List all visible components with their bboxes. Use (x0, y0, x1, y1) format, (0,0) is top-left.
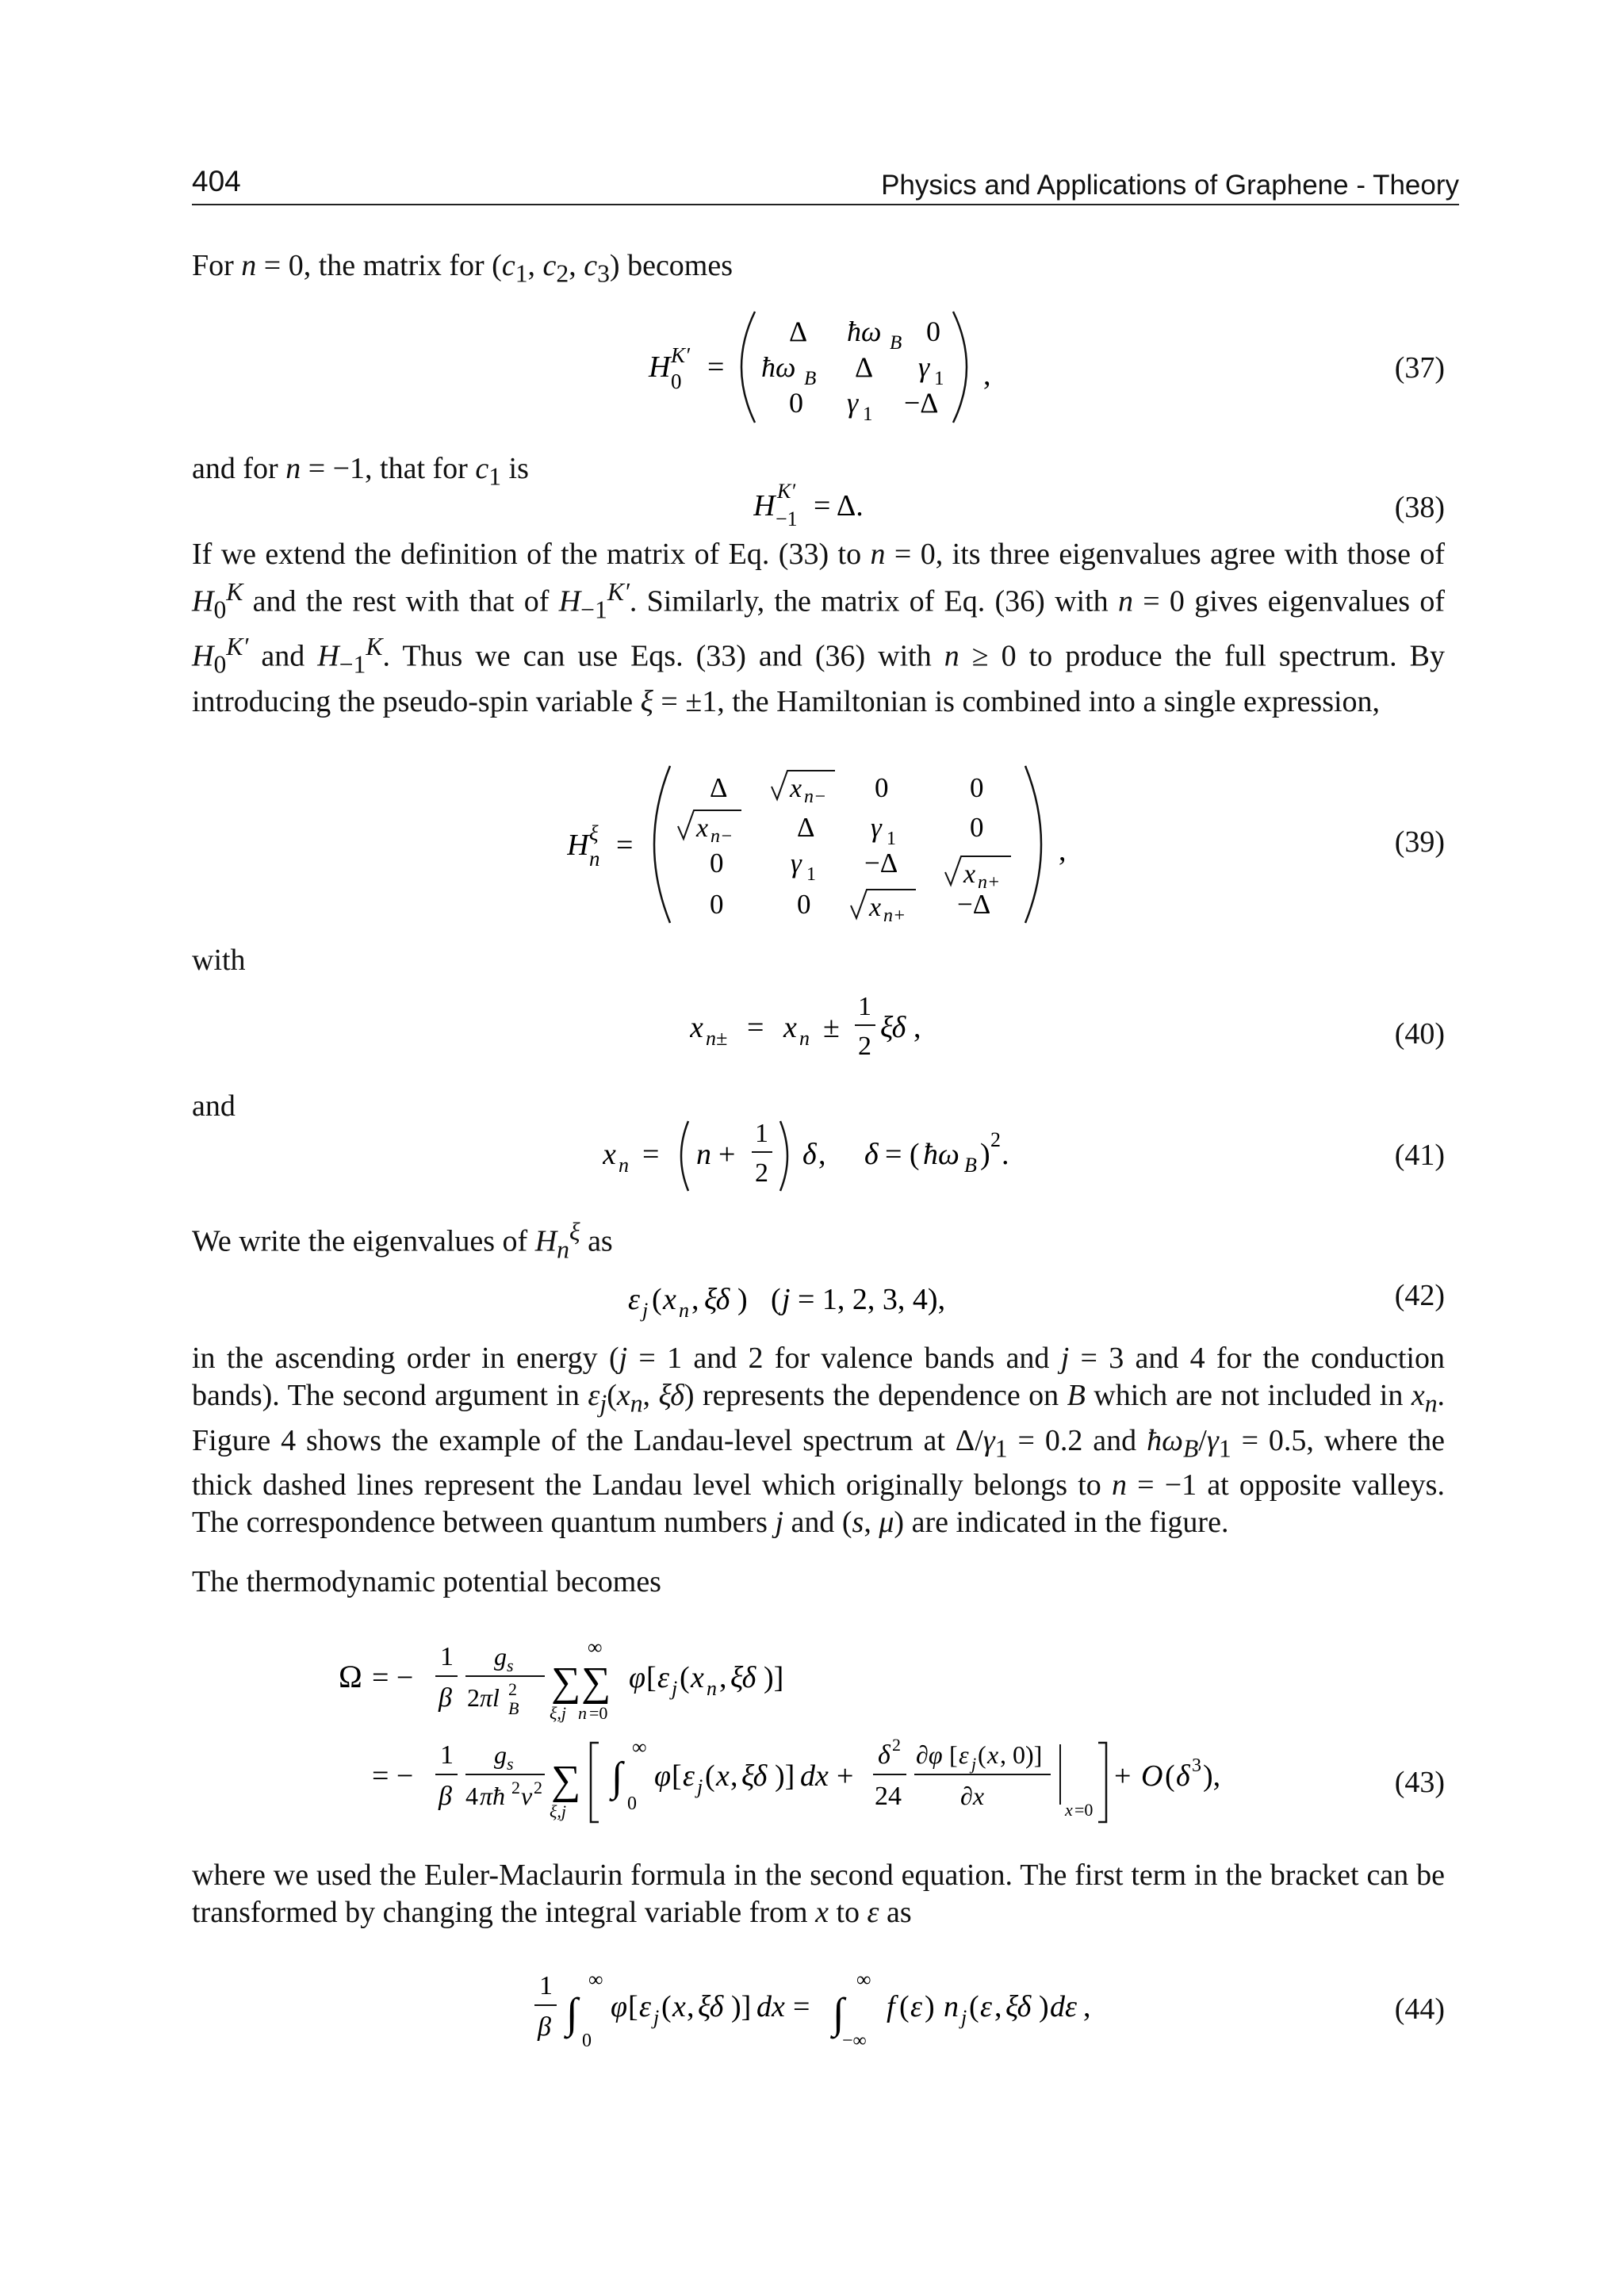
svg-text:(: ( (1165, 1759, 1175, 1793)
svg-text:∞: ∞ (588, 1636, 603, 1659)
svg-text:= (: = ( (885, 1138, 920, 1171)
svg-text:n: n (589, 847, 600, 871)
equation-number-41: (41) (1394, 1139, 1445, 1172)
svg-text:ξδ: ξδ (730, 1661, 756, 1694)
svg-text:1: 1 (440, 1740, 454, 1770)
equation-number-37: (37) (1394, 351, 1445, 385)
svg-text:s: s (507, 1656, 514, 1675)
svg-text:0: 0 (789, 387, 803, 419)
svg-text:n: n (707, 1677, 717, 1700)
svg-text:±: ± (823, 1011, 840, 1044)
svg-text:−Δ: −Δ (957, 889, 991, 920)
header-rule (192, 204, 1459, 205)
svg-text:n+: n+ (883, 905, 906, 926)
svg-text:1: 1 (440, 1642, 454, 1671)
svg-text:ξ,j: ξ,j (550, 1703, 567, 1723)
svg-text:∞: ∞ (856, 1968, 871, 1991)
svg-text:πl: πl (480, 1683, 500, 1712)
svg-text:(: ( (652, 1283, 662, 1316)
svg-text:2: 2 (990, 1128, 1001, 1151)
svg-text:(: ( (705, 1759, 715, 1793)
svg-text:ħω: ħω (761, 351, 796, 383)
svg-text:φ: φ (654, 1759, 672, 1793)
equation-number-42: (42) (1394, 1279, 1445, 1312)
svg-text:x: x (716, 1759, 730, 1793)
svg-text:,: , (691, 1283, 699, 1316)
equation-number-43: (43) (1394, 1766, 1445, 1799)
svg-text:+: + (718, 1138, 736, 1171)
svg-text:Δ: Δ (855, 351, 874, 383)
svg-text:φ: φ (629, 1661, 646, 1694)
svg-text:(: ( (969, 1990, 979, 2023)
svg-text:ε: ε (910, 1990, 922, 2023)
svg-text:∫: ∫ (566, 1989, 578, 2037)
svg-text:Δ: Δ (710, 772, 728, 803)
svg-text:∂φ: ∂φ (916, 1740, 943, 1769)
svg-text:,: , (1059, 834, 1067, 867)
svg-text:φ: φ (611, 1990, 628, 2023)
svg-text:[: [ (628, 1990, 638, 2023)
svg-text:x: x (696, 813, 709, 843)
svg-text:∫: ∫ (611, 1755, 623, 1800)
svg-text:g: g (494, 1740, 507, 1769)
svg-text:δ: δ (864, 1138, 879, 1171)
svg-text:,: , (1083, 1990, 1091, 2023)
svg-text:K′: K′ (671, 343, 690, 367)
running-title: Physics and Applications of Graphene - Theory (881, 170, 1459, 201)
svg-text:n: n (679, 1299, 689, 1322)
svg-text:n−: n− (710, 826, 733, 847)
svg-text:= −: = − (372, 1759, 414, 1793)
svg-text:γ: γ (847, 387, 859, 419)
svg-text:): ) (980, 1138, 990, 1171)
svg-text:dε: dε (1050, 1990, 1077, 2023)
svg-text:∑: ∑ (551, 1758, 581, 1803)
svg-text:1: 1 (887, 829, 896, 849)
svg-text:δ: δ (1176, 1759, 1190, 1793)
svg-text:B: B (964, 1154, 977, 1177)
svg-text:dx: dx (756, 1990, 785, 2023)
svg-text:): ) (737, 1283, 748, 1316)
svg-text:ε: ε (639, 1990, 651, 2023)
svg-text:K′: K′ (777, 480, 796, 503)
svg-text:B: B (890, 332, 902, 354)
equation-39 (567, 761, 1074, 928)
svg-text:x: x (963, 859, 976, 889)
svg-text:ε: ε (657, 1661, 669, 1694)
svg-text:2: 2 (755, 1158, 768, 1188)
paragraph-9: where we used the Euler-Maclaurin formula in the second equation. The first term in the bracket can be transformed by changing the integral variable from x to ε as (192, 1859, 1445, 1929)
svg-text:3: 3 (1192, 1755, 1201, 1776)
svg-text:(: ( (899, 1990, 910, 2023)
svg-text:2: 2 (467, 1683, 480, 1712)
paragraph-3: If we extend the definition of the matrix of Eq. (33) to n = 0, its three eigenvalues agree with those of $H_0^K$ and the rest with that of $H_{-1}^{K'}$. Similarly, the matrix of Eq. (36) with n = 0 gives eigenvalues of $H_0^{K'}$ and $H_{-1}^K$. Thus we can use Eqs. (33) and (36) with n ≥ 0 to produce the full spectrum. By introducing the pseudo-spin variable ξ = ±1, the Hamiltonian is combined into a single expression, (192, 538, 1445, 718)
svg-text:, 0)]: , 0)] (1000, 1740, 1043, 1769)
svg-text:= −: = − (372, 1661, 414, 1694)
svg-text:β: β (439, 1683, 452, 1713)
equation-37 (634, 305, 999, 432)
page-number: 404 (192, 165, 241, 197)
svg-text:H: H (753, 489, 776, 523)
svg-text:,: , (994, 1990, 1002, 2023)
equation-number-38: (38) (1394, 491, 1445, 524)
equation-43 (337, 1617, 1360, 1824)
svg-text:2: 2 (508, 1679, 517, 1699)
svg-text:−Δ: −Δ (864, 848, 898, 879)
svg-text:2: 2 (858, 1032, 871, 1061)
svg-text:ε: ε (683, 1759, 695, 1793)
svg-text:2: 2 (511, 1778, 520, 1797)
svg-text:ξδ: ξδ (704, 1283, 730, 1316)
svg-text:)]: )] (764, 1661, 784, 1694)
svg-text:,: , (818, 1138, 826, 1171)
paragraph-5: and (192, 1089, 236, 1123)
svg-text:,: , (687, 1990, 695, 2023)
svg-text:−∞: −∞ (842, 2031, 867, 2051)
svg-text:0: 0 (970, 772, 984, 803)
svg-text:γ: γ (918, 351, 930, 383)
svg-text:x: x (672, 1990, 686, 2023)
svg-text:): ) (1039, 1990, 1049, 2023)
svg-text:j: j (971, 1754, 977, 1774)
svg-text:x: x (790, 774, 802, 803)
svg-text:x: x (690, 1011, 703, 1044)
svg-text:x: x (869, 893, 882, 922)
svg-text:dx: dx (800, 1759, 829, 1793)
equation-42 (628, 1273, 1009, 1328)
paragraph-7: in the ascending order in energy (j = 1 and 2 for valence bands and j = 3 and 4 for the conduction bands). The second argument in $\varepsilon_j(x_n$, ξδ) represents the dependence on B which are not included in $x_n$. Figure 4 shows the example of the Landau-level spectrum at $\Delta/\gamma_1 = 0.2$ and $ħ\omega_B/\gamma_1 = 0.5$, where the thick dashed lines represent the Landau level which originally belongs to n = −1 at opposite valleys. The correspondence between quantum numbers j and (s, μ) are indicated in the figure. (192, 1342, 1446, 1540)
svg-text:Ω: Ω (339, 1659, 362, 1694)
svg-text:ξδ: ξδ (698, 1990, 724, 2023)
svg-text:β: β (439, 1782, 452, 1811)
equation-40 (690, 983, 944, 1062)
svg-text:j: j (642, 1299, 649, 1322)
svg-text:(: ( (978, 1740, 986, 1769)
svg-text:0: 0 (710, 848, 724, 879)
svg-text:f: f (887, 1990, 895, 2023)
svg-text:,: , (719, 1661, 727, 1694)
svg-text:=: = (747, 1011, 764, 1044)
svg-text:=: = (642, 1138, 660, 1171)
svg-text:=: = (616, 829, 634, 862)
svg-text:1: 1 (806, 864, 816, 885)
svg-text:x: x (603, 1138, 616, 1171)
svg-text:∫: ∫ (833, 1989, 845, 2037)
svg-text:g: g (494, 1642, 507, 1671)
svg-text:γ: γ (791, 848, 802, 879)
svg-text:Δ: Δ (797, 812, 815, 843)
svg-text:x: x (663, 1283, 676, 1316)
svg-text:n: n (619, 1154, 629, 1177)
svg-text:ħω: ħω (923, 1138, 959, 1171)
svg-text:24: 24 (875, 1782, 902, 1811)
svg-text:(: ( (661, 1990, 672, 2023)
svg-text:ξ,j: ξ,j (550, 1801, 567, 1821)
svg-text:,: , (730, 1759, 738, 1793)
svg-text:0: 0 (671, 369, 682, 393)
svg-text:=0: =0 (1074, 1800, 1094, 1820)
svg-text:∑: ∑ (581, 1659, 611, 1705)
svg-text:),: ), (1203, 1759, 1221, 1793)
equation-number-44: (44) (1394, 1992, 1445, 2026)
svg-text:ε: ε (980, 1990, 992, 2023)
svg-text:+: + (837, 1759, 854, 1793)
svg-text:∂x: ∂x (960, 1782, 985, 1810)
paragraph-6: We write the eigenvalues of $H_n^\xi$ as (192, 1218, 613, 1264)
svg-text:): ) (925, 1990, 935, 2023)
svg-text:x: x (783, 1011, 797, 1044)
svg-text:x: x (987, 1740, 999, 1769)
svg-text:δ: δ (802, 1138, 817, 1171)
svg-text:=0: =0 (589, 1703, 608, 1723)
svg-text:∑: ∑ (551, 1659, 581, 1705)
svg-text:1: 1 (858, 992, 871, 1021)
svg-text:+: + (1114, 1759, 1132, 1793)
paragraph-4: with (192, 944, 246, 977)
svg-text:δ: δ (878, 1740, 891, 1770)
svg-text:j: j (782, 1283, 791, 1316)
svg-text:ξδ: ξδ (741, 1759, 768, 1793)
svg-text:0: 0 (582, 2031, 592, 2051)
svg-text:1: 1 (539, 1971, 553, 2000)
svg-text:n±: n± (706, 1027, 728, 1050)
svg-text:s: s (507, 1754, 514, 1774)
svg-text:B: B (508, 1698, 519, 1718)
svg-text:0: 0 (970, 812, 984, 843)
svg-text:[: [ (646, 1661, 657, 1694)
equation-38 (753, 476, 944, 531)
svg-text:−1: −1 (776, 507, 798, 530)
svg-text:(: ( (680, 1661, 690, 1694)
svg-text:j: j (961, 2006, 967, 2029)
svg-text:4: 4 (465, 1782, 478, 1810)
paragraph-8: The thermodynamic potential becomes (192, 1565, 661, 1598)
svg-text:πħ: πħ (480, 1782, 506, 1810)
svg-text:H: H (567, 829, 589, 862)
svg-text:β: β (538, 2012, 551, 2042)
paragraph-1: For n = 0, the matrix for ($c_1$, $c_2$, $c_3$) becomes (192, 249, 733, 288)
svg-text:−Δ: −Δ (904, 387, 939, 419)
svg-text:n: n (578, 1703, 587, 1723)
svg-text:0: 0 (797, 889, 811, 920)
svg-text:= 1, 2, 3, 4),: = 1, 2, 3, 4), (798, 1283, 946, 1316)
svg-text:j: j (697, 1775, 703, 1798)
svg-text:2: 2 (892, 1735, 901, 1755)
svg-text:= Δ.: = Δ. (814, 489, 864, 523)
svg-text:ε: ε (628, 1283, 640, 1316)
svg-text:n: n (799, 1027, 810, 1050)
svg-text:1: 1 (863, 404, 873, 425)
svg-text:ε: ε (959, 1740, 969, 1769)
svg-text:,: , (914, 1011, 921, 1044)
svg-text:O: O (1141, 1759, 1163, 1793)
svg-text:)]: )] (775, 1759, 795, 1793)
equation-41 (603, 1110, 1047, 1197)
equation-44 (533, 1954, 1120, 2058)
svg-text:=: = (793, 1990, 810, 2023)
equation-number-40: (40) (1394, 1017, 1445, 1051)
svg-text:γ: γ (871, 812, 882, 843)
svg-text:1: 1 (934, 368, 944, 389)
svg-text:v: v (521, 1782, 533, 1810)
svg-text:ξδ: ξδ (1005, 1990, 1032, 2023)
svg-text:)]: )] (731, 1990, 752, 2023)
svg-text:B: B (804, 368, 817, 389)
paragraph-2: and for n = −1, that for $c_1$ is (192, 452, 529, 491)
svg-text:Δ: Δ (789, 316, 808, 347)
svg-text:n−: n− (804, 787, 827, 807)
svg-text:.: . (1002, 1138, 1009, 1171)
svg-text:,: , (983, 358, 991, 392)
svg-text:x: x (1065, 1800, 1073, 1820)
svg-text:0: 0 (627, 1793, 637, 1814)
svg-text:n: n (696, 1138, 711, 1171)
svg-text:∞: ∞ (588, 1968, 603, 1991)
svg-text:[: [ (672, 1759, 682, 1793)
svg-text:ξδ: ξδ (880, 1011, 906, 1044)
svg-text:0: 0 (875, 772, 889, 803)
svg-text:ξ: ξ (589, 821, 599, 845)
svg-text:0: 0 (710, 889, 724, 920)
svg-text:n: n (944, 1990, 959, 2023)
svg-text:j: j (653, 2006, 660, 2029)
svg-text:n+: n+ (978, 872, 1001, 893)
svg-text:∞: ∞ (632, 1736, 647, 1759)
svg-text:0: 0 (926, 316, 940, 347)
svg-text:H: H (649, 350, 671, 384)
svg-text:ħω: ħω (847, 316, 882, 347)
svg-text:2: 2 (534, 1778, 542, 1797)
svg-text:=: = (707, 350, 725, 384)
svg-text:(: ( (771, 1283, 781, 1316)
svg-text:1: 1 (755, 1119, 768, 1148)
svg-text:[: [ (949, 1740, 958, 1769)
svg-text:x: x (691, 1661, 704, 1694)
equation-number-39: (39) (1394, 825, 1445, 859)
svg-text:j: j (672, 1677, 678, 1700)
